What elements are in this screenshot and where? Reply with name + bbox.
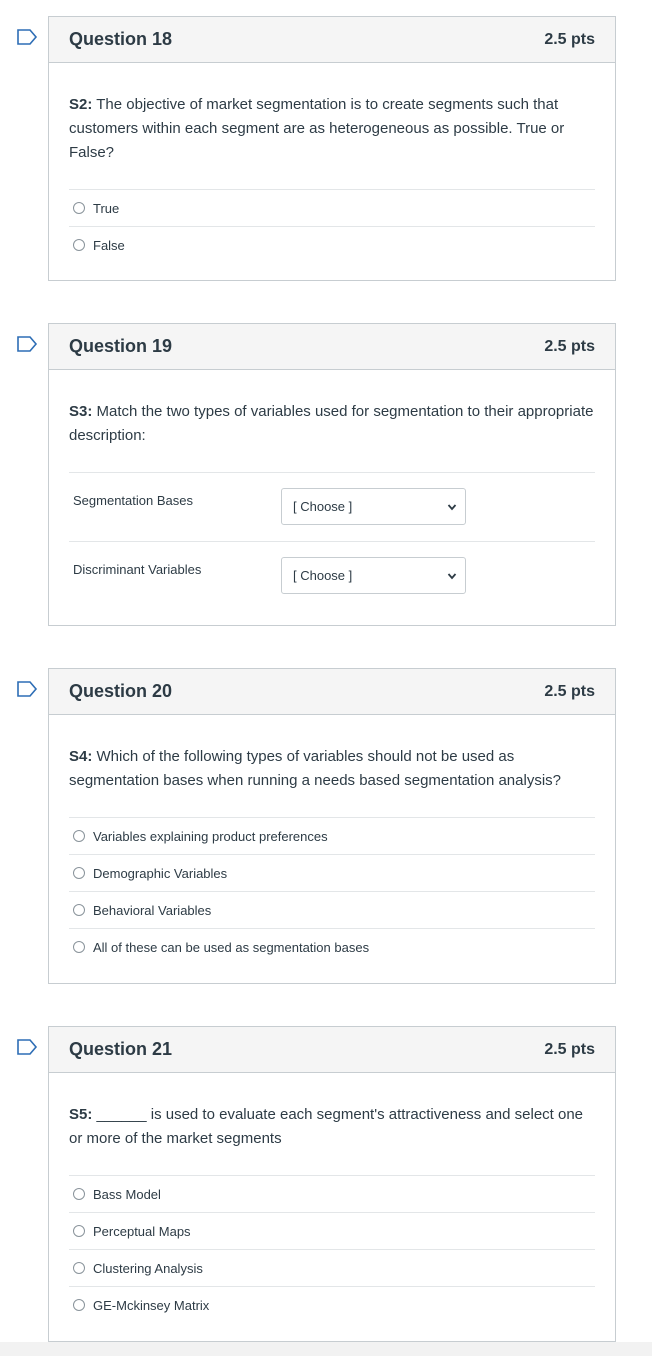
match-select[interactable] [281, 488, 466, 525]
answer-option[interactable] [69, 189, 595, 226]
question-header [49, 17, 615, 63]
question-text [69, 745, 595, 793]
answer-option[interactable] [69, 891, 595, 928]
answer-label: Variables explaining product preferences [93, 828, 328, 844]
answer-list [69, 1175, 595, 1323]
flag-question-icon[interactable] [16, 1038, 38, 1056]
answer-option[interactable] [69, 1286, 595, 1323]
answer-label: Perceptual Maps [93, 1223, 191, 1239]
radio-unchecked-icon[interactable] [73, 830, 85, 842]
question-prompt: The objective of market segmentation is to create segments such that customers within each segment are as heterogeneous as possible. True or False? [69, 96, 565, 161]
flag-question-icon[interactable] [16, 680, 38, 698]
match-label: Discriminant Variables [73, 562, 202, 577]
answer-option[interactable] [69, 1212, 595, 1249]
match-select[interactable] [281, 557, 466, 594]
answer-list [69, 189, 595, 263]
page-footer-shade [0, 1342, 652, 1356]
question-card [48, 16, 616, 281]
question-label: S5: [69, 1106, 93, 1123]
chevron-down-icon [447, 571, 457, 581]
match-row [69, 541, 595, 610]
radio-unchecked-icon[interactable] [73, 941, 85, 953]
question-card [48, 668, 616, 984]
question-title: Question 19 [69, 336, 173, 356]
question-points: 2.5 pts [544, 30, 595, 48]
answer-option[interactable] [69, 817, 595, 854]
answer-label: Bass Model [93, 1186, 161, 1202]
question-prompt: Which of the following types of variables should not be used as segmentation bases when running a needs based segmentation analysis? [69, 748, 561, 789]
question-title: Question 20 [69, 681, 173, 701]
match-list [69, 472, 595, 610]
radio-unchecked-icon[interactable] [73, 1188, 85, 1200]
answer-label: Clustering Analysis [93, 1260, 203, 1276]
question-prompt: Match the two types of variables used for segmentation to their appropriate description: [69, 403, 594, 444]
question-points: 2.5 pts [544, 1040, 595, 1058]
question-prompt: ______ is used to evaluate each segment's attractiveness and select one or more of the market segments [69, 1106, 584, 1147]
question-label: S2: [69, 96, 93, 113]
question-points: 2.5 pts [544, 682, 595, 700]
radio-unchecked-icon[interactable] [73, 239, 85, 251]
question-label: S4: [69, 748, 93, 765]
select-value: [ Choose ] [293, 568, 353, 583]
question-header [49, 669, 615, 715]
question-text [69, 1103, 595, 1151]
question-title: Question 18 [69, 29, 173, 49]
answer-label: False [93, 237, 125, 253]
flag-question-icon[interactable] [16, 28, 38, 46]
radio-unchecked-icon[interactable] [73, 1262, 85, 1274]
answer-list [69, 817, 595, 965]
question-label: S3: [69, 403, 93, 420]
question-card [48, 1026, 616, 1342]
radio-unchecked-icon[interactable] [73, 867, 85, 879]
question-points: 2.5 pts [544, 337, 595, 355]
radio-unchecked-icon[interactable] [73, 1225, 85, 1237]
answer-label: Behavioral Variables [93, 902, 212, 918]
answer-option[interactable] [69, 1175, 595, 1212]
answer-label: GE-Mckinsey Matrix [93, 1297, 210, 1313]
select-value: [ Choose ] [293, 499, 353, 514]
match-label: Segmentation Bases [73, 493, 193, 508]
answer-label: Demographic Variables [93, 865, 228, 881]
question-title: Question 21 [69, 1039, 173, 1059]
answer-option[interactable] [69, 226, 595, 263]
question-header [49, 1027, 615, 1073]
flag-question-icon[interactable] [16, 335, 38, 353]
match-row [69, 472, 595, 541]
answer-label: True [93, 200, 120, 216]
answer-option[interactable] [69, 928, 595, 965]
chevron-down-icon [447, 502, 457, 512]
answer-option[interactable] [69, 1249, 595, 1286]
answer-option[interactable] [69, 854, 595, 891]
question-card [48, 323, 616, 626]
radio-unchecked-icon[interactable] [73, 202, 85, 214]
question-text [69, 93, 595, 165]
answer-label: All of these can be used as segmentation bases [93, 939, 370, 955]
radio-unchecked-icon[interactable] [73, 1299, 85, 1311]
question-header [49, 324, 615, 370]
question-text [69, 400, 595, 448]
radio-unchecked-icon[interactable] [73, 904, 85, 916]
